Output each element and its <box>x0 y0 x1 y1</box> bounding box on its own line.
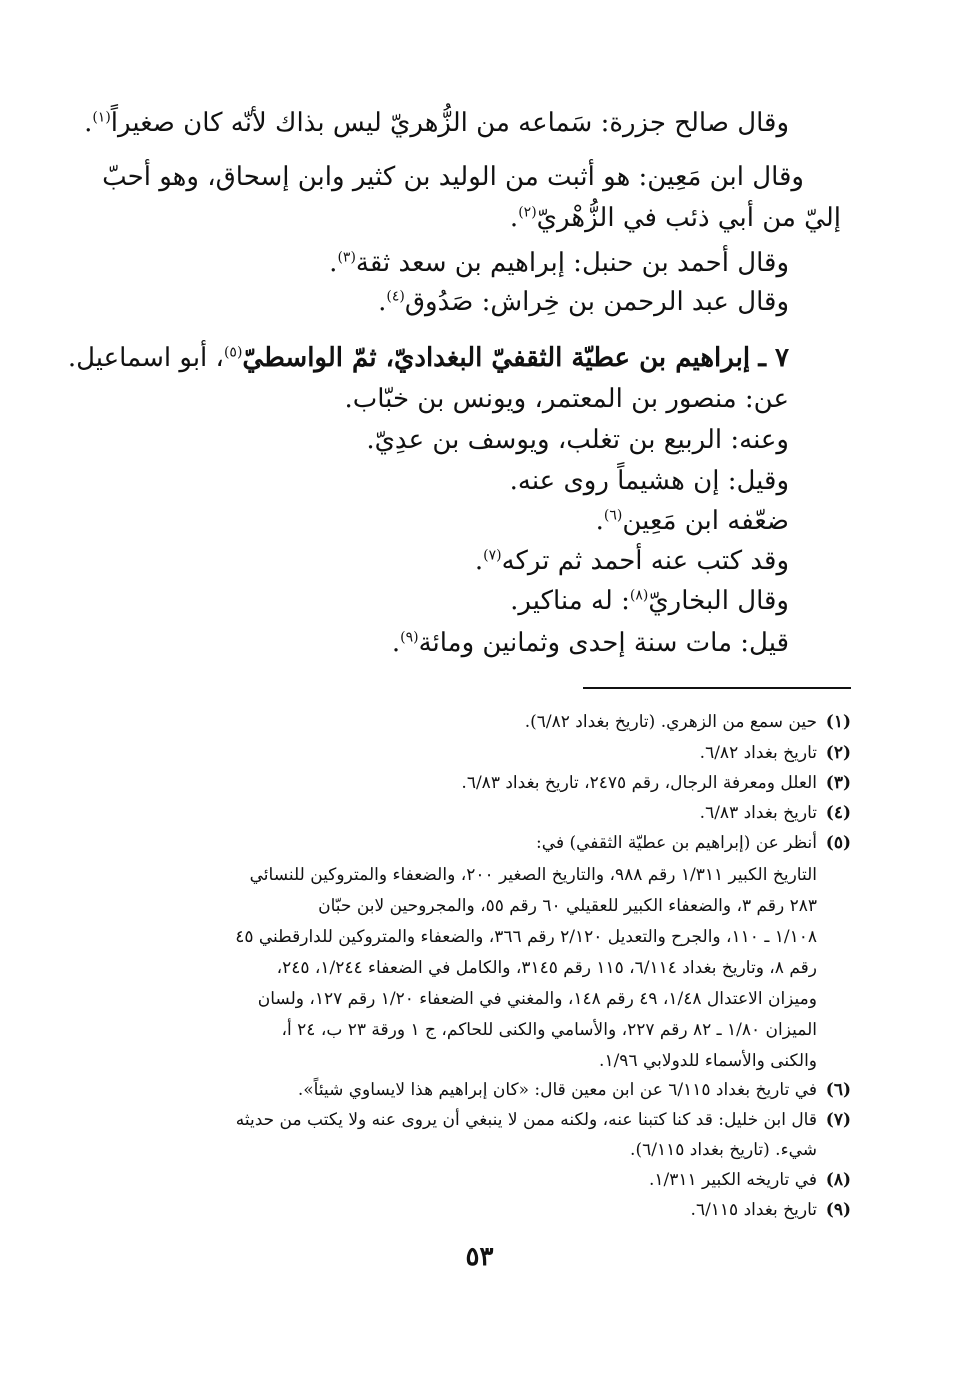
footnote-number: (٤) <box>825 803 851 823</box>
body-tail: . <box>509 203 519 233</box>
body-line <box>159 243 789 283</box>
body-text: إليّ من أبي ذئب في الزُّهْريّ <box>536 203 841 233</box>
footnote-5-line <box>137 983 817 1015</box>
footnote-ref[interactable]: (٤) <box>386 288 405 305</box>
entry-text: وقال البخاريّ <box>648 586 789 616</box>
body-line <box>84 103 789 143</box>
entry-line <box>159 501 789 541</box>
body-text: وقال صالح جزرة: سَماعه من الزُّهريّ ليس بذاك لأنّه كان صغيراً <box>110 108 789 138</box>
footnote-5-line <box>137 1045 817 1077</box>
footnote-7-text: شيء. (تاريخ بغداد ٦/١١٥). <box>630 1140 817 1160</box>
footnote-ref[interactable]: (٣) <box>337 249 356 266</box>
entry-text: قيل: مات سنة إحدى وثمانين ومائة <box>418 628 789 658</box>
footnote-text: تاريخ بغداد ٦/٨٣. <box>699 803 817 823</box>
footnote-number: (٦) <box>825 1080 851 1100</box>
footnote-5-line <box>137 1014 817 1046</box>
footnote-5-line <box>137 952 817 984</box>
footnote-text: تاريخ بغداد ٦/١١٥. <box>690 1200 817 1220</box>
footnote-5-text: ٢٨٣ رقم ٣، والضعفاء الكبير للعقيلي ٦٠ رقم ٥٥، والمجروحين لابن حبّان <box>318 896 817 916</box>
footnote-5-text: ١/١٠٨ ـ ١١٠، والجرح والتعديل ٢/١٢٠ رقم ٣٦٦، والضعفاء والمتروكين للدارقطني ٤٥ <box>235 927 817 947</box>
body-tail: . <box>378 287 387 317</box>
entry-text: ضعّفه ابن مَعِين <box>622 506 789 536</box>
entry-tail: : له مناكير. <box>510 586 630 616</box>
page-number: ٥٣ <box>465 1242 494 1272</box>
entry-tail: . <box>595 506 604 536</box>
footnote-text: تاريخ بغداد ٦/٨٢. <box>699 743 817 763</box>
entry-line <box>159 379 789 419</box>
footnote-8 <box>161 1164 851 1196</box>
entry-tail: . <box>474 546 484 576</box>
footnote-ref[interactable]: (٦) <box>603 507 623 524</box>
footnote-5-line <box>137 859 817 891</box>
footnote-5-text: الميزان ١/٨٠ ـ ٨٢ رقم ٢٢٧، والأسامي والكنى للحاكم، ج ١ ورقة ٢٣ ب، ٢٤ أ، <box>281 1020 817 1040</box>
entry-line <box>159 541 789 581</box>
footnote-text: في تاريخه الكبير ١/٣١١. <box>648 1170 817 1190</box>
footnote-number: (٩) <box>825 1200 851 1220</box>
body-line <box>211 198 841 238</box>
entry-line <box>159 420 789 460</box>
footnote-9 <box>161 1194 851 1226</box>
footnote-text: العلل ومعرفة الرجال، رقم ٢٤٧٥، تاريخ بغداد ٦/٨٣. <box>461 773 817 793</box>
entry-text: وقيل: إن هشيماً روى عنه. <box>509 466 789 496</box>
footnote-5-text: رقم ٨، وتاريخ بغداد ٦/١١٤، ١١٥ رقم ٣١٤٥، والكامل في الضعفاء ١/٢٤٤، ٢٤٥، <box>276 958 817 978</box>
body-text: وقال أحمد بن حنبل: إبراهيم بن سعد ثقة <box>355 248 789 278</box>
footnote-1 <box>161 706 851 738</box>
footnote-ref[interactable]: (٥) <box>223 344 243 361</box>
footnote-5-text: والكنى والأسماء للدولابي ١/٩٦. <box>599 1051 817 1071</box>
footnote-ref[interactable]: (٨) <box>629 587 649 604</box>
footnote-number: (٢) <box>825 743 851 763</box>
body-tail: . <box>329 248 338 278</box>
footnote-text: أنظر عن (إبراهيم بن عطيّة الثقفي) في: <box>536 833 817 853</box>
footnote-7-line <box>137 1134 817 1166</box>
footnote-number: (٣) <box>825 773 851 793</box>
entry-name: إبراهيم بن عطيّة الثقفيّ البغداديّ، ثمّ الواسطيّ <box>242 343 751 373</box>
entry-kunya: ، أبو اسماعيل. <box>67 343 224 373</box>
footnote-text: قال ابن خليل: قد كنا كتبنا عنه، ولكنه ممن لا ينبغي أن يروى عنه ولا يكتب من حديثه <box>235 1110 817 1130</box>
footnote-ref[interactable]: (٩) <box>400 629 419 646</box>
footnote-7 <box>161 1104 851 1136</box>
entry-line <box>159 623 789 663</box>
footnote-3 <box>161 767 851 799</box>
footnote-4 <box>161 797 851 829</box>
footnote-5-text: التاريخ الكبير ١/٣١١ رقم ٩٨٨، والتاريخ الصغير ٢٠٠، والضعفاء والمتروكين للنسائي <box>249 865 817 885</box>
entry-heading <box>67 338 789 378</box>
body-line <box>102 157 804 197</box>
body-text: وقال عبد الرحمن بن خِراش: صَدُوق <box>404 287 789 317</box>
footnote-5-line <box>137 890 817 922</box>
footnote-ref[interactable]: (١) <box>92 109 111 126</box>
footnote-text: في تاريخ بغداد ٦/١١٥ عن ابن معين قال: «كان إبراهيم هذا لايساوي شيئاً». <box>297 1080 817 1100</box>
footnote-separator <box>583 687 851 689</box>
footnote-number: (٧) <box>825 1110 851 1130</box>
footnote-ref[interactable]: (٧) <box>483 547 502 564</box>
body-line <box>159 282 789 322</box>
footnote-text: حين سمع من الزهري. (تاريخ بغداد ٦/٨٢). <box>524 712 817 732</box>
footnote-number: (٨) <box>825 1170 851 1190</box>
body-text: وقال ابن مَعِين: هو أثبت من الوليد بن كثير وابن إسحاق، وهو أحبّ <box>102 162 804 192</box>
footnote-5-line <box>137 921 817 953</box>
entry-number: ٧ ـ <box>758 343 789 373</box>
entry-line <box>159 461 789 501</box>
footnote-ref[interactable]: (٢) <box>518 204 537 221</box>
body-tail: . <box>84 108 93 138</box>
footnote-6 <box>161 1074 851 1106</box>
entry-text: وعنه: الربيع بن تغلب، ويوسف بن عدِيّ. <box>366 425 789 455</box>
footnote-2 <box>161 737 851 769</box>
footnote-5-text: وميزان الاعتدال ١/٤٨، ٤٩ رقم ١٤٨، والمغني في الضعفاء ١/٢٠ رقم ١٢٧، ولسان <box>257 989 817 1009</box>
entry-text: عن: منصور بن المعتمر، ويونس بن خبّاب. <box>344 384 789 414</box>
entry-tail: . <box>391 628 401 658</box>
footnote-number: (١) <box>825 712 851 732</box>
entry-text: وقد كتب عنه أحمد ثم تركه <box>501 546 789 576</box>
footnote-5 <box>161 827 851 859</box>
entry-line <box>159 581 789 621</box>
footnote-number: (٥) <box>825 833 851 853</box>
